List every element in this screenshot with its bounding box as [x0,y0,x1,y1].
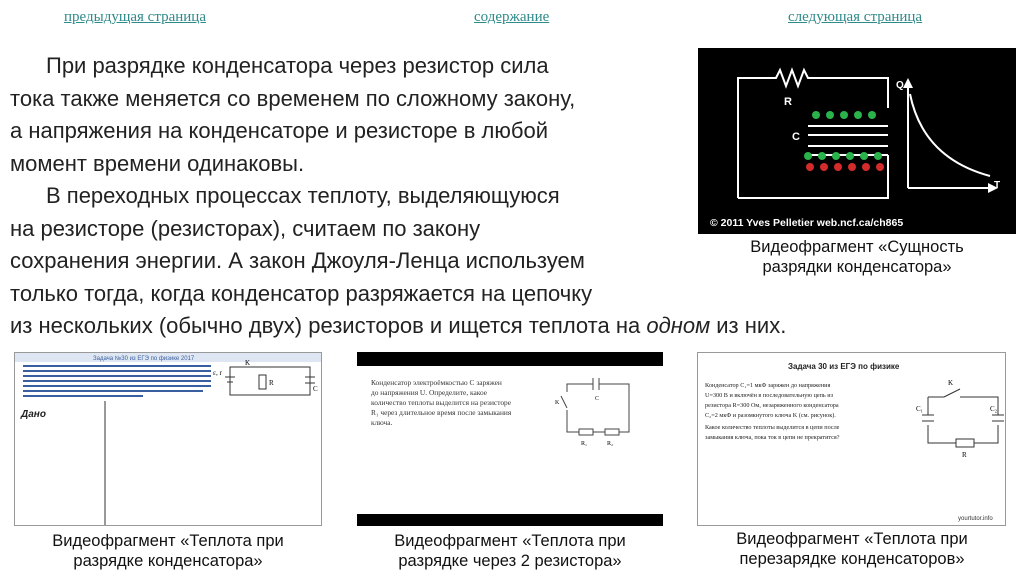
text-line: только тогда, когда конденсатор разряжается на цепочку [10,280,593,306]
key-label: K [555,400,560,406]
video-discharge-essence[interactable] [698,48,1016,234]
next-page-link[interactable]: следующая страница [788,9,923,25]
video-credit: yourtutor.info [958,516,993,522]
capacitor-1-label: C₁ [916,405,924,413]
text-line: сохранения энергии. А закон Джоуля-Ленца используем [10,248,585,273]
text-line: тока также меняется со временем по сложному закону, [10,85,576,111]
video-heat-recharge[interactable] [697,352,1006,526]
dano-label: Дано [21,409,46,420]
text-line [10,310,930,343]
key-label: K [948,379,954,387]
prev-page-link[interactable]: предыдущая страница [64,9,206,25]
video-heat-discharge-caption [8,531,328,571]
emf-label: ε, r [213,369,222,377]
resistor-label: R [784,96,792,108]
caption-line: Видеофрагмент «Теплота при [736,530,968,548]
caption-line: Видеофрагмент «Теплота при [394,532,626,550]
resistor-label: R [962,451,967,459]
task-title: Задача 30 из ЕГЭ по физике [788,362,900,371]
task-line: C₂=2 мкФ и разомкнутого ключа K (см. рисунок). [705,412,836,419]
capacitor-label: C [313,385,318,393]
caption-line: Видеофрагмент «Теплота при [52,532,284,550]
video-heat-two-resistors-caption [350,531,670,571]
video-heat-recharge-caption [692,529,1012,569]
task-line: до напряжения U. Определите, какое [371,388,488,397]
video-heat-discharge[interactable] [14,352,322,526]
task-line: количество теплоты выделится на резисторе [371,398,512,407]
video-discharge-essence-caption [690,237,1024,277]
caption-line: разрядке через 2 резистора» [398,552,622,570]
caption-line: перезарядке конденсаторов» [739,550,965,568]
discharge-diagram [698,48,1016,234]
task-line: Какое количество теплоты выделится в цепи после [705,424,840,431]
task-line: ключа. [371,418,393,427]
resistor-2-label: R₂ [607,441,614,447]
video-heat-two-resistors[interactable] [357,352,663,526]
t-axis-label: T [994,180,1001,191]
task-line: Конденсатор C₁=1 мкФ заряжен до напряжения [705,382,831,389]
text-line: а напряжения на конденсаторе и резисторе в любой [10,118,549,143]
text-segment: из них. [710,313,787,338]
text-line: При разрядке конденсатора через резистор сила [46,53,549,78]
task-line: замыкания ключа, пока ток в цепи не прекратится? [705,434,840,441]
caption-line: разрядки конденсатора» [762,258,952,276]
q-axis-label: Q [896,80,904,91]
task-title: Задача №30 из ЕГЭ по физике 2017 [93,356,195,362]
emphasis-text: одном [646,313,711,338]
task-line: резистора R=300 Ом, незаряженного конденсатора [705,402,839,409]
text-segment: из нескольких (обычно двух) резисторов и ищется теплота на [10,313,647,338]
task-line: R₁ через длительное время после замыкания [371,408,512,417]
contents-link[interactable]: содержание [474,9,550,25]
capacitor-label: C [595,396,600,402]
resistor-label: R [269,379,274,387]
key-label: K [245,359,251,367]
text-line: на резисторе (резисторах), считаем по закону [10,215,481,241]
text-line: момент времени одинаковы. [10,150,305,176]
video-heat-two-resistors-content [357,352,663,526]
caption-line: Видеофрагмент «Сущность [750,238,964,256]
video-heat-recharge-content [698,353,1005,525]
capacitor-label: C [792,131,800,143]
video-heat-discharge-content [15,353,321,525]
task-line: Конденсатор электроёмкостью C заряжен [371,378,502,387]
video-credit: © 2011 Yves Pelletier web.ncf.ca/ch865 [710,217,904,229]
capacitor-2-label: C₂ [990,405,998,413]
text-line: В переходных процессах теплоту, выделяющуюся [46,183,560,208]
caption-line: разрядке конденсатора» [73,552,263,570]
resistor-1-label: R₁ [581,441,588,447]
task-line: U=300 В и включён в последовательную цепь из [705,392,834,399]
